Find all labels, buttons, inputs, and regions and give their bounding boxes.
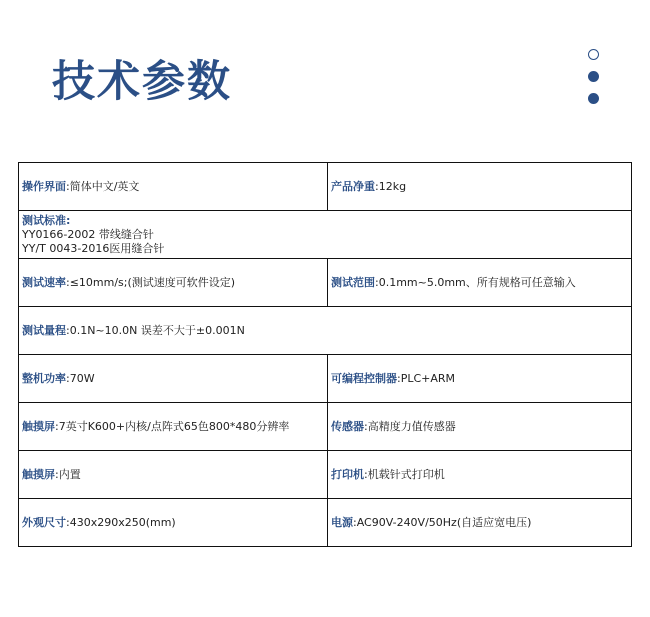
spec-value: :430x290x250(mm): [66, 515, 176, 529]
spec-cell-sensor: [328, 403, 632, 451]
spec-row: [19, 211, 632, 259]
spec-value: YY0166-2002 带线缝合针: [22, 227, 154, 241]
spec-label: 测试标准:: [22, 213, 71, 227]
spec-value: :内置: [55, 467, 81, 481]
spec-cell-weight: [328, 163, 632, 211]
spec-row: [19, 355, 632, 403]
spec-value: :70W: [66, 371, 95, 385]
spec-value: YY/T 0043-2016医用缝合针: [22, 241, 165, 255]
spec-row: [19, 499, 632, 547]
spec-row: [19, 451, 632, 499]
spec-value: :0.1mm~5.0mm、所有规格可任意输入: [375, 275, 576, 289]
spec-row: [19, 403, 632, 451]
spec-cell-touchscreen-builtin: [19, 451, 328, 499]
spec-cell-capacity: [19, 307, 632, 355]
dot-filled-icon: [588, 93, 599, 104]
spec-label: 触摸屏: [22, 467, 55, 481]
spec-label: 可编程控制器: [331, 371, 397, 385]
spec-cell-power-supply: [328, 499, 632, 547]
spec-row: [19, 163, 632, 211]
spec-value: :高精度力值传感器: [364, 419, 456, 433]
spec-table: [18, 162, 632, 547]
spec-cell-ui: [19, 163, 328, 211]
spec-cell-plc: [328, 355, 632, 403]
spec-label: 测试速率: [22, 275, 66, 289]
spec-label: 传感器: [331, 419, 364, 433]
dot-outline-icon: [588, 49, 599, 60]
spec-label: 测试量程: [22, 323, 66, 337]
spec-value: :12kg: [375, 179, 407, 193]
spec-label: 产品净重: [331, 179, 375, 193]
spec-value: :PLC+ARM: [397, 371, 456, 385]
spec-label: 整机功率: [22, 371, 66, 385]
spec-cell-standard: [19, 211, 632, 259]
spec-cell-dimensions: [19, 499, 328, 547]
spec-value: :0.1N~10.0N 误差不大于±0.001N: [66, 323, 245, 337]
spec-cell-power: [19, 355, 328, 403]
spec-label: 测试范围: [331, 275, 375, 289]
spec-label: 电源: [331, 515, 353, 529]
spec-row: [19, 259, 632, 307]
spec-row: [19, 307, 632, 355]
spec-value: :机载针式打印机: [364, 467, 445, 481]
spec-label: 外观尺寸: [22, 515, 66, 529]
spec-cell-touchscreen: [19, 403, 328, 451]
spec-value: :≤10mm/s;(测试速度可软件设定): [66, 275, 236, 289]
spec-label: 打印机: [331, 467, 364, 481]
spec-cell-printer: [328, 451, 632, 499]
spec-value: :AC90V-240V/50Hz(自适应宽电压): [353, 515, 532, 529]
spec-label: 触摸屏: [22, 419, 55, 433]
spec-value: :简体中文/英文: [66, 179, 140, 193]
spec-cell-range: [328, 259, 632, 307]
spec-label: 操作界面: [22, 179, 66, 193]
dot-filled-icon: [588, 71, 599, 82]
spec-cell-speed: [19, 259, 328, 307]
page-title: 技术参数: [52, 57, 232, 107]
spec-value: :7英寸K600+内核/点阵式65色800*480分辨率: [55, 419, 290, 433]
